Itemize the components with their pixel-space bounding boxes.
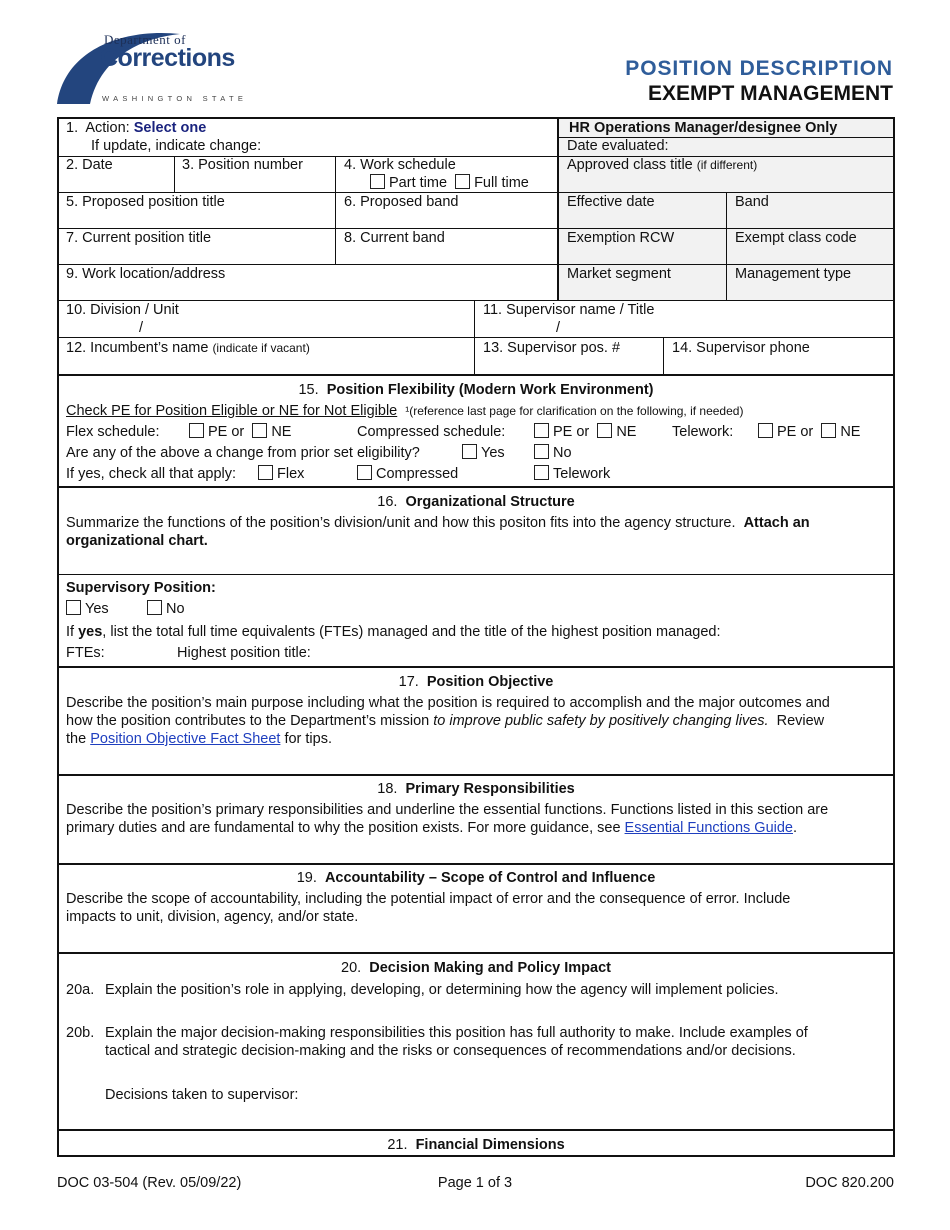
f7-current-title[interactable]: 7. Current position title bbox=[66, 230, 212, 246]
supervisory-position-title: Supervisory Position: bbox=[66, 580, 216, 596]
hr-approved-note: (if different) bbox=[696, 158, 758, 172]
full-time-label: Full time bbox=[474, 175, 529, 191]
action-select[interactable]: Select one bbox=[133, 120, 207, 136]
hr-effective-date[interactable]: Effective date bbox=[567, 194, 655, 210]
hr-date-evaluated[interactable]: Date evaluated: bbox=[567, 138, 669, 154]
essential-functions-link[interactable]: Essential Functions Guide bbox=[624, 820, 793, 836]
part-time-label: Part time bbox=[389, 175, 448, 191]
flex-pe-checkbox[interactable] bbox=[189, 423, 204, 438]
form-title: POSITION DESCRIPTION bbox=[625, 57, 893, 80]
s20a-text: Explain the position’s role in applying, developing, or determining how the agency will implement policies. bbox=[105, 982, 779, 998]
s15-heading: 15. Position Flexibility (Modern Work Environment) bbox=[298, 382, 654, 398]
f8-current-band[interactable]: 8. Current band bbox=[344, 230, 445, 246]
f4-work-schedule: 4. Work schedule bbox=[344, 157, 456, 173]
telework-label: Telework: bbox=[672, 424, 734, 440]
part-time-checkbox[interactable] bbox=[370, 174, 385, 189]
f10-slash: / bbox=[139, 320, 144, 336]
compressed-ne-checkbox[interactable] bbox=[597, 423, 612, 438]
position-objective-link[interactable]: Position Objective Fact Sheet bbox=[90, 731, 281, 747]
s20a-num: 20a. bbox=[66, 982, 95, 998]
compressed-pe-checkbox[interactable] bbox=[534, 423, 549, 438]
telework-ne-checkbox[interactable] bbox=[821, 423, 836, 438]
change-no-checkbox[interactable] bbox=[534, 444, 549, 459]
change-yes-checkbox[interactable] bbox=[462, 444, 477, 459]
f11-supervisor-name[interactable]: 11. Supervisor name / Title bbox=[483, 302, 655, 318]
s17-line3b: for tips. bbox=[284, 731, 332, 747]
f1-sub: If update, indicate change: bbox=[91, 138, 262, 154]
s18-line1: Describe the position’s primary responsibilities and underline the essential functions. Functions listed in this section are bbox=[66, 802, 829, 818]
change-question: Are any of the above a change from prior set eligibility? bbox=[66, 445, 420, 461]
supervisory-yes-checkbox[interactable] bbox=[66, 600, 81, 615]
f3-position-number[interactable]: 3. Position number bbox=[182, 157, 303, 173]
footer-form-number: DOC 03-504 (Rev. 05/09/22) bbox=[57, 1175, 242, 1191]
f1-num: 1. bbox=[66, 120, 79, 136]
ftes-field[interactable]: FTEs: bbox=[66, 645, 105, 661]
s17-heading: 17. Position Objective bbox=[398, 674, 554, 690]
hr-management-type[interactable]: Management type bbox=[735, 266, 852, 282]
f10-division-unit[interactable]: 10. Division / Unit bbox=[66, 302, 179, 318]
form-subtitle: EXEMPT MANAGEMENT bbox=[647, 82, 893, 105]
f9-work-location[interactable]: 9. Work location/address bbox=[66, 266, 226, 282]
s15-check-note: ¹(reference last page for clarification on the following, if needed) bbox=[405, 404, 744, 418]
f11-slash: / bbox=[556, 320, 561, 336]
s18-line2a: primary duties and are fundamental to why the position exists. For more guidance, see bbox=[66, 820, 621, 836]
flex-ne-checkbox[interactable] bbox=[252, 423, 267, 438]
apply-label: If yes, check all that apply: bbox=[66, 466, 237, 482]
f12-note: (indicate if vacant) bbox=[212, 341, 310, 355]
s21-heading: 21. Financial Dimensions bbox=[387, 1137, 565, 1153]
s17-line2: how the position contributes to the Department’s mission to improve public safety by positively changing lives. Review bbox=[66, 713, 825, 729]
s20b-num: 20b. bbox=[66, 1025, 95, 1041]
flex-schedule-label: Flex schedule: bbox=[66, 424, 160, 440]
f5-proposed-title[interactable]: 5. Proposed position title bbox=[66, 194, 225, 210]
footer-page-number: Page 1 of 3 bbox=[437, 1175, 513, 1191]
apply-telework-checkbox[interactable] bbox=[534, 465, 549, 480]
compressed-schedule-label: Compressed schedule: bbox=[357, 424, 506, 440]
s17-line1: Describe the position’s main purpose including what the position is required to accomplish and the major outcomes and bbox=[66, 695, 830, 711]
hr-band[interactable]: Band bbox=[735, 194, 769, 210]
s17-line3a: the bbox=[66, 731, 87, 747]
f12-incumbent-name[interactable]: 12. Incumbent’s name bbox=[66, 340, 209, 356]
s16-desc: Summarize the functions of the position’s division/unit and how this positon fits into the agency structure. bbox=[66, 515, 736, 531]
footer-policy-number: DOC 820.200 bbox=[805, 1175, 894, 1191]
hr-header: HR Operations Manager/designee Only bbox=[569, 120, 838, 136]
s19-line2: impacts to unit, division, agency, and/or state. bbox=[66, 909, 359, 925]
s16-desc-bold1: Attach an bbox=[743, 515, 810, 531]
decisions-to-supervisor[interactable]: Decisions taken to supervisor: bbox=[105, 1087, 299, 1103]
logo-line3: WASHINGTON STATE bbox=[102, 94, 248, 103]
supervisory-no-checkbox[interactable] bbox=[147, 600, 162, 615]
s20b-line1: Explain the major decision-making responsibilities this position has full authority to make. Include examples of bbox=[105, 1025, 808, 1041]
hr-market-segment[interactable]: Market segment bbox=[567, 266, 671, 282]
fte-instruction: If yes, list the total full time equivalents (FTEs) managed and the title of the highest position managed: bbox=[66, 624, 721, 640]
apply-compressed-checkbox[interactable] bbox=[357, 465, 372, 480]
s16-heading: 16. Organizational Structure bbox=[377, 494, 575, 510]
f1-label: Action: bbox=[85, 120, 130, 136]
f14-supervisor-phone[interactable]: 14. Supervisor phone bbox=[672, 340, 810, 356]
s19-line1: Describe the scope of accountability, including the potential impact of error and the consequence of error. Include bbox=[66, 891, 791, 907]
full-time-checkbox[interactable] bbox=[455, 174, 470, 189]
hr-exemption-rcw[interactable]: Exemption RCW bbox=[567, 230, 675, 246]
f13-supervisor-pos[interactable]: 13. Supervisor pos. # bbox=[483, 340, 621, 356]
s16-desc-bold2: organizational chart. bbox=[66, 533, 208, 549]
s15-check-text: Check PE for Position Eligible or NE for Not Eligible bbox=[66, 403, 398, 419]
telework-pe-checkbox[interactable] bbox=[758, 423, 773, 438]
hr-exempt-class-code[interactable]: Exempt class code bbox=[735, 230, 857, 246]
s20b-line2: tactical and strategic decision-making and the risks or consequences of recommendations and/or decisions. bbox=[105, 1043, 796, 1059]
apply-flex-checkbox[interactable] bbox=[258, 465, 273, 480]
s18-heading: 18. Primary Responsibilities bbox=[377, 781, 575, 797]
hr-approved-class[interactable]: Approved class title bbox=[567, 157, 693, 173]
logo-line1: Department of bbox=[104, 32, 186, 47]
f6-proposed-band[interactable]: 6. Proposed band bbox=[344, 194, 459, 210]
s19-heading: 19. Accountability – Scope of Control and Influence bbox=[296, 870, 656, 886]
f2-date[interactable]: 2. Date bbox=[66, 157, 113, 173]
s20-heading: 20. Decision Making and Policy Impact bbox=[341, 960, 611, 976]
logo-line2: Corrections bbox=[100, 44, 235, 72]
highest-position-field[interactable]: Highest position title: bbox=[177, 645, 311, 661]
